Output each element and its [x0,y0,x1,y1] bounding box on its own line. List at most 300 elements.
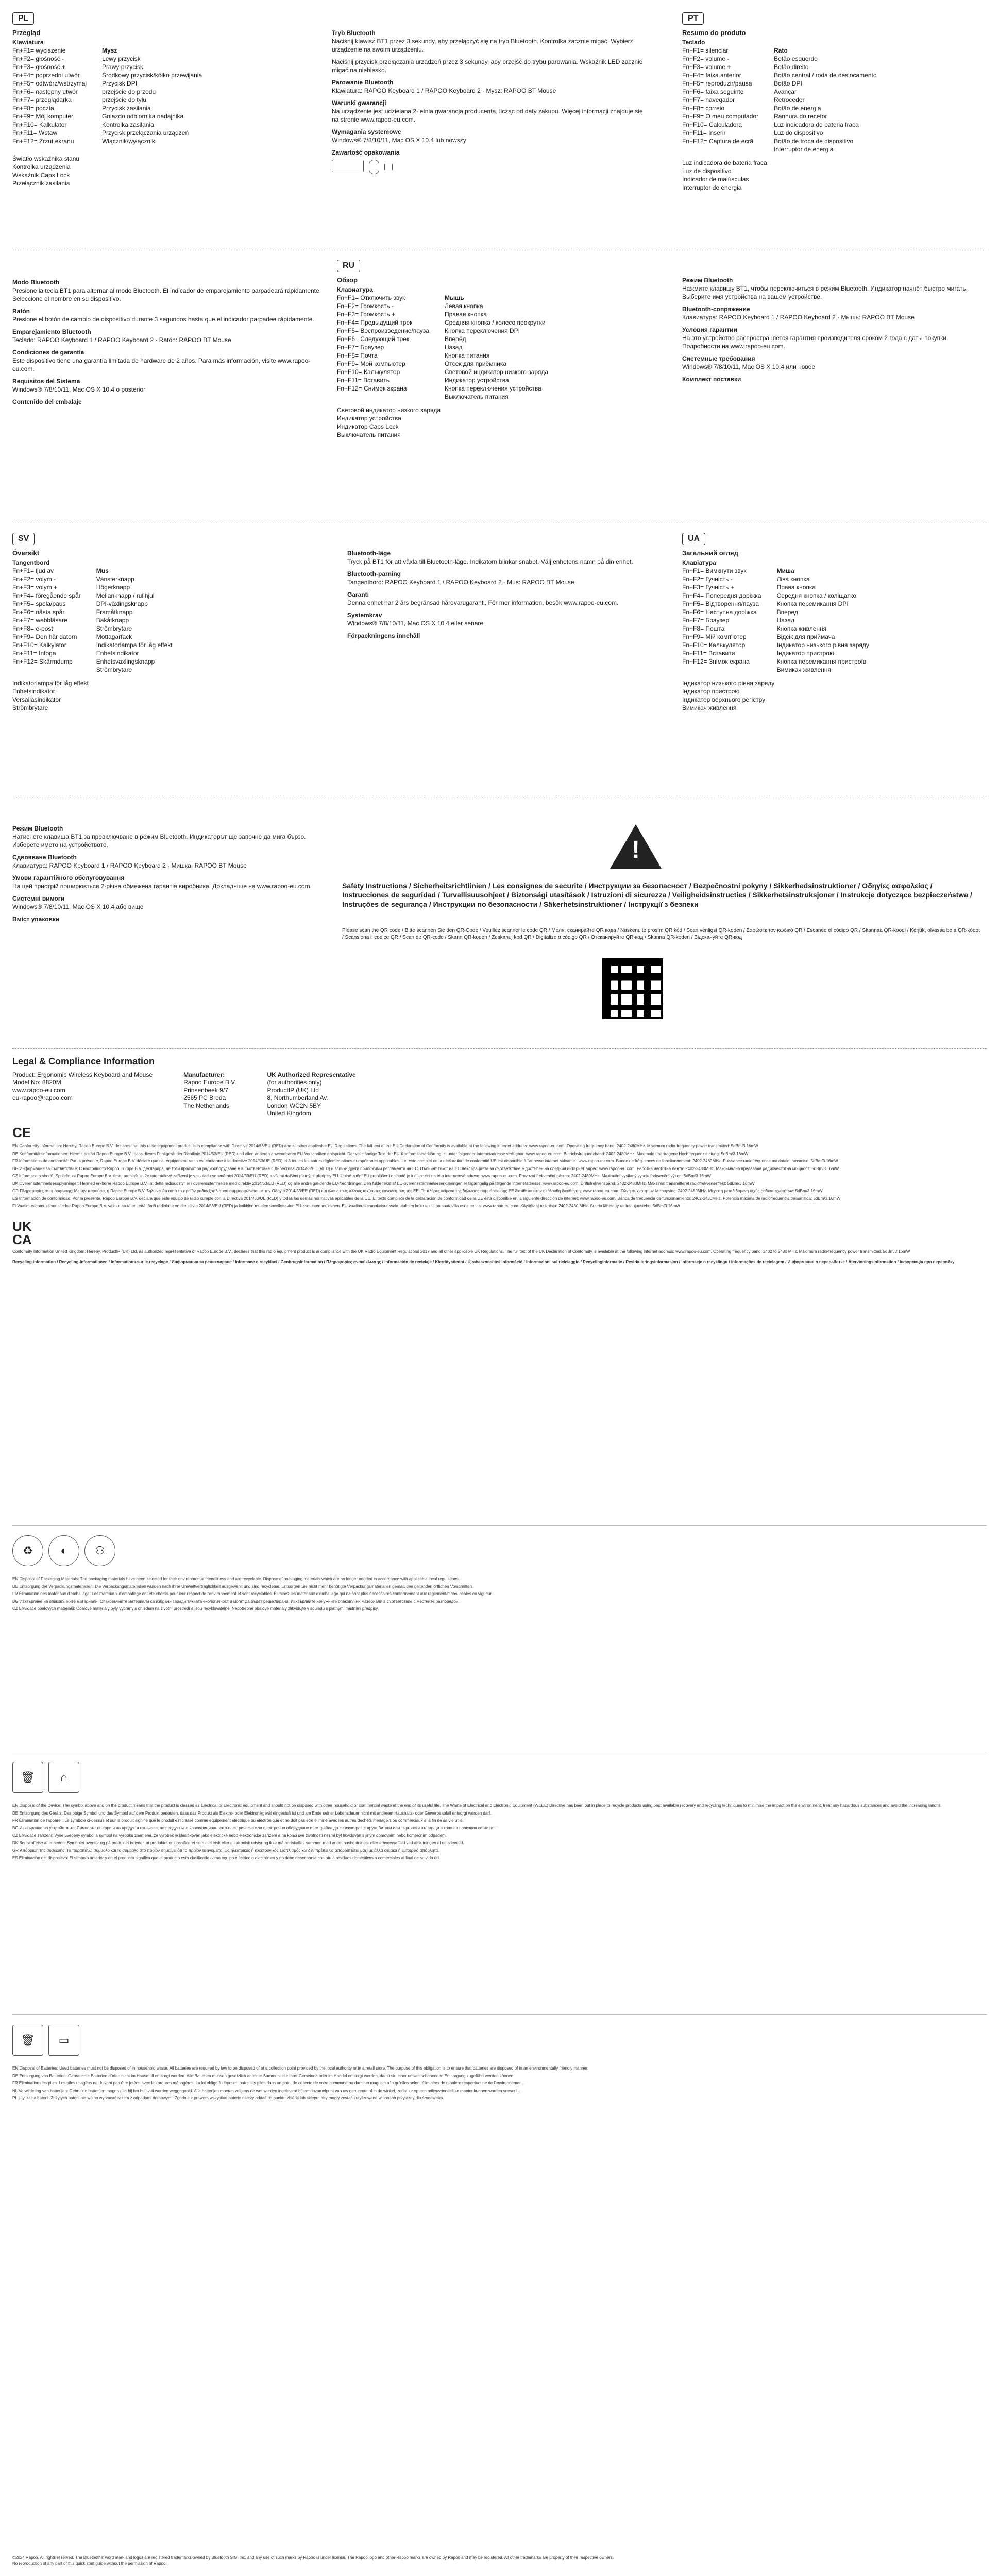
pl-bt-heading: Tryb Bluetooth [332,29,376,37]
divider [12,1525,987,1526]
fn-key-item: Fn+F11= Wstaw [12,129,58,137]
led-indicator-item: Światło wskaźnika stanu [12,155,80,162]
fn-key-item: Fn+F7= navegador [682,96,735,104]
fn-key-item: Fn+F11= Вставить [337,377,390,384]
weee-dk: DK Bortskaffelse af enheden: Symbolet ovenfor og på produktet betyder, at produktet er klassificeret som elektrisk eller elektronisk udstyr og ikke må bortskaffes sammen med andet husholdnings- eller erhvervsaffald ved afslutningen af dets levetid. [12,1840,464,1845]
fn-key-item: Fn+F8= poczta [12,105,54,112]
fn-key-item: Fn+F11= Вставити [682,650,735,657]
led-indicator-item: Kontrolka urządzenia [12,163,71,171]
section-bg-safety [12,804,987,1051]
es-warranty-heading: Condiciones de garantía [12,349,84,356]
legal-model: Model No: 8820M [12,1079,61,1086]
mouse-part-item: Кнопка перемикання DPI [776,600,849,607]
fn-key-item: Fn+F10= Calculadora [682,121,742,128]
doc-en: EN Conformity Information: Hereby, Rapoo Europe B.V. declares that this radio equipment product is in compliance with Directive 2014/53/EU (RED) and all other applicable EU Regulations. The full text of the EU Declaration of Conformity is available at the following internet address: www.rapoo-eu.com. Operating frequency band: 2402-2480MHz. Maximum radio-frequency power transmitted: 5dBm/3.16mW [12,1144,758,1148]
bg-bt-text: Натиснете клавиша BT1 за превключване в режим Bluetooth. Индикаторът ще започне да мига бързо. Изберете името на устройството. [12,833,306,849]
mouse-part-item: Вперед [776,608,798,616]
pt-mouse-heading: Rato [774,47,788,54]
pl-warranty-heading: Warunki gwarancji [332,99,386,107]
es-warranty-text: Este dispositivo tiene una garantía limitada de hardware de 2 años. Para más información, visite www.rapoo-eu.com. [12,357,311,372]
mouse-part-item: Кнопка питания [444,352,490,359]
section-batteries [12,2025,987,2478]
crossed-bin-icon: 🗑 [12,1762,43,1793]
ua-mouse-heading: Миша [776,567,794,574]
mouse-part-item: Botão central / roda de deslocamento [774,72,877,79]
sv-bluetooth-column [347,549,667,640]
mouse-part-item: Индикатор устройства [444,377,509,384]
ua-mouse-block [777,567,869,674]
weee-fr: FR Élimination de l'appareil: Le symbole ci-dessus et sur le produit signifie que le produit est classé comme équipement électrique ou électronique et ne doit pas être éliminé avec les autres déchets ménagers ou commerciaux à la fin de sa vie utile. [12,1818,464,1823]
ru-pair-text: Клавиатура: RAPOO Keyboard 1 / RAPOO Keyboard 2 · Мышь: RAPOO BT Mouse [682,314,915,321]
fn-key-item: Fn+F1= Отключить звук [337,294,405,301]
bg-bt-heading: Режим Bluetooth [12,825,63,832]
copyright-text: ©2024 Rapoo. All rights reserved. The Bluetooth® word mark and logos are registered trademarks owned by Bluetooth SIG, Inc. and any use of such marks by Rapoo is under license. The Rapoo logo and other Rapoo marks are owned by Rapoo and may be registered. All other trademarks are property of their respective owners. [12,2555,614,2560]
pl-box-icons [332,160,651,174]
es-pair-heading: Emparejamiento Bluetooth [12,328,91,335]
mouse-part-item: Bakåtknapp [96,617,129,624]
led-indicator-item: Przełącznik zasilania [12,180,70,187]
sv-sys-text: Windows® 7/8/10/11, Mac OS X 10.4 eller senare [347,620,484,627]
fn-key-item: Fn+F6= następny utwór [12,88,78,95]
sv-led-list [12,679,332,712]
mouse-part-item: Кнопка переключения устройства [444,385,541,392]
battery-en: EN Disposal of Batteries: Used batteries must not be disposed of in household waste. All batteries are required by law to be disposed of at a collection point provided by the local authority or in a retail store. The purpose of this obligation is to ensure that batteries are disposed of in an environmentally friendly manner. [12,2066,589,2071]
ru-mouse-heading: Мышь [444,294,464,301]
fn-key-item: Fn+F5= spela/paus [12,600,66,607]
fn-key-item: Fn+F11= Inserir [682,129,726,137]
address-line: United Kingdom [267,1110,311,1117]
sv-warranty-heading: Garanti [347,591,369,598]
pt-overview-column [682,29,986,192]
mouse-part-item: Вимикач живлення [776,666,832,673]
fn-key-item: Fn+F4= Попередня доріжка [682,592,761,599]
safety-scan-text: Please scan the QR code / Bitte scannen Sie den QR-Code / Veuillez scanner le code QR / Моля, сканирайте QR кода / Naskenujte prosím QR kód / Scan venligst QR-koden / Σαρώστε τον κωδικό QR / Escanee el código QR / Skannaa QR-koodi / Kérjük, olvassa be a QR-kódot / Scansiona il codice QR / Scan de QR-code / Skann QR-koden / Zeskanuj kod QR / Digitalize o código QR / Отсканируйте QR-код / Skanna QR-koden / Відскануйте QR-код [342,928,980,940]
pl-title: Przegląd [12,29,41,37]
doc-es: ES Información de conformidad: Por la presente, Rapoo Europe B.V. declara que este equipo de radio cumple con la Directiva 2014/53/UE (RED) y todas las demás normativas aplicables de la UE. El texto completo de la declaración de conformidad de la UE está disponible en la siguiente dirección de internet: www.rapoo-eu.com. Banda de frecuencia de funcionamiento: 2402-2480MHz. Potencia máxima de radiofrecuencia transmitida: 5dBm/3.16mW [12,1196,841,1201]
mouse-part-item: Правая кнопка [444,311,487,318]
pt-led-list [682,159,986,192]
pt-title: Resumo do produto [682,29,746,37]
green-dot-icon: ◐ [48,1535,79,1566]
mouse-part-item: Luz indicadora de bateria fraca [774,121,859,128]
recycling-icons [12,1535,115,1566]
pl-sys-heading: Wymagania systemowe [332,128,401,135]
mouse-part-item: Retroceder [774,96,805,104]
fn-key-item: Fn+F7= webbläsare [12,617,67,624]
fn-key-item: Fn+F1= Вимкнути звук [682,567,747,574]
led-indicator-item: Enhetsindikator [12,688,55,695]
bg-pair-heading: Сдвояване Bluetooth [12,854,77,861]
bg-column [12,824,321,923]
pl-led-list [12,155,301,188]
fn-key-item: Fn+F3= volume + [682,63,731,71]
doc-fi: FI Vaatimustenmukaisuustiedot: Rapoo Europe B.V. vakuuttaa täten, että tämä radiolaite on direktiivin 2014/53/EU (RED) ja kaikkien muiden sovellettavien EU-asetusten mukainen. EU-vaatimustenmukaisuusvakuutuksen koko teksti on saatavilla osoitteessa: www.rapoo-eu.com. Käyttötaajuuskaista: 2402-2480 MHz. Suurin lähetetty radiotaajuusteho: 5dBm/3.16mW [12,1204,680,1208]
led-indicator-item: Вимикач живлення [682,704,737,711]
ru-pair-heading: Bluetooth-сопряжение [682,306,750,313]
es-column [12,278,321,406]
mouse-part-item: Vänsterknapp [96,575,134,583]
fn-key-item: Fn+F6= Наступна доріжка [682,608,757,616]
pl-bt-keyboard-text: Naciśnij klawisz BT1 przez 3 sekundy, aby przełączyć się na tryb Bluetooth. Kontrolka zacznie migać. Wybierz urządzenie na swoim urządzeniu. [332,38,633,53]
fn-key-item: Fn+F3= volym + [12,584,58,591]
fn-key-item: Fn+F4= poprzedni utwór [12,72,80,79]
sv-pair-heading: Bluetooth-parning [347,570,401,578]
ru-warranty-text: На это устройство распространяется гарантия производителя сроком 2 года с даты покупки. Подробности на www.rapoo-eu.com. [682,334,949,350]
recycling-line: Recycling information / Recycling-Informationen / Informations sur le recyclage / Информация за рециклиране / Informace o recyklaci / Genbrugsinformation / Πληροφορίες ανακύκλωσης / Información de reciclaje / Kierrätystiedot / Újrahasznosítási információ / Informazioni sul riciclaggio / Recyclinginformatie / Resirkuleringsinformasjon / Informacje o recyklingu / Informações de reciclagem / Информация о переработке / Återvinningsinformation / Інформація про переробку [12,1260,955,1264]
manufacturer-address [183,1079,236,1110]
es-pair-text: Teclado: RAPOO Keyboard 1 / RAPOO Keyboard 2 · Ratón: RAPOO BT Mouse [12,336,231,344]
sv-sys-heading: Systemkrav [347,612,382,619]
fn-key-item: Fn+F8= e-post [12,625,53,632]
mouse-part-item: Środkowy przycisk/kółko przewijania [102,72,202,79]
mouse-part-item: Avançar [774,88,797,95]
fn-key-item: Fn+F1= wyciszenie [12,47,66,54]
fn-key-item: Fn+F9= Den här datorn [12,633,77,640]
qr-code[interactable] [602,958,663,1019]
ce-mark: CE [12,1125,31,1140]
led-indicator-item: Strömbrytare [12,704,48,711]
language-tag-ru: RU [337,260,360,272]
language-tag-pt: PT [682,12,704,25]
ua-fn-key-list [682,567,761,674]
keyboard-icon [332,160,364,172]
mouse-part-item: Botão de troca de dispositivo [774,138,854,145]
mouse-part-item: Strömbrytare [96,666,132,673]
battery-pl: PL Utylizacja baterii: Zużytych baterii nie wolno wyrzucać razem z odpadami domowymi. Zgodnie z prawem wszystkie baterie należy oddać do punktu zbiórki lub sklepu, aby mogły zostać zutylizowane w sposób przyjazny dla środowiska. [12,2096,444,2100]
ua-keyboard-heading: Клавіатура [682,559,716,566]
led-indicator-item: Индикатор устройства [337,415,401,422]
triman-icon: ⚇ [84,1535,115,1566]
fn-key-item: Fn+F5= odtwórz/wstrzymaj [12,80,87,87]
fn-key-item: Fn+F9= Мой компьютер [337,360,405,367]
fn-key-item: Fn+F7= Браузер [682,617,730,624]
address-line: Prinsenbeek 9/7 [183,1087,228,1094]
language-tag-sv: SV [12,533,35,545]
weee-en: EN Disposal of the Device: The symbol above and on the product means that the product is classed as Electrical or Electronic equipment and should not be disposed with other household or commercial waste at the end of its useful life. The Waste of Electrical and Electronic Equipment (WEEE) Directive has been put in place to recycle products using best available recovery and recycling techniques to minimise the impact on the environment, treat any hazardous substances and avoid the increasing landfill. [12,1803,942,1808]
pl-fn-key-list [12,46,87,145]
es-bt-heading: Modo Bluetooth [12,279,60,286]
pl-bt-mouse-text: Naciśnij przycisk przełączania urządzeń przez 3 sekundy, aby przejść do trybu parowania. Wskaźnik LED zacznie migać na niebiesko. [332,58,643,74]
legal-product-block [12,1071,153,1117]
led-indicator-item: Versallåsindikator [12,696,61,703]
fn-key-item: Fn+F3= głośność + [12,63,66,71]
doc-fr: FR Informations de conformité: Par la présente, Rapoo Europe B.V. déclare que cet équipement radio est conforme à la directive 2014/53/UE (RED) et à toutes les autres réglementations européennes applicables. Le texte complet de la déclaration de conformité UE est disponible à l'adresse internet suivante : www.rapoo-eu.com. Bande de fréquences de fonctionnement: 2402-2480MHz. Puissance radiofréquence maximale transmise: 5dBm/3.16mW [12,1159,838,1163]
language-tag-pl: PL [12,12,34,25]
fn-key-item: Fn+F2= głośność - [12,55,64,62]
packaging-fr: FR Élimination des matériaux d'emballage: Les matériaux d'emballage ont été choisis pour leur respect de l'environnement et sont recyclables. Éliminez les matériaux d'emballage qui ne sont plus nécessaires conformément aux réglementations locales en vigueur. [12,1591,493,1596]
sv-overview-column [12,549,332,712]
mouse-part-item: Выключатель питания [444,393,509,400]
legal-email[interactable]: eu-rapoo@rapoo.com [12,1094,73,1101]
pt-mouse-list [774,55,876,154]
sv-warranty-text: Denna enhet har 2 års begränsad hårdvarugaranti. För mer information, besök www.rapoo-eu.com. [347,599,619,606]
bg-sys-text: Windows® 7/8/10/11, Mac OS X 10.4 або вище [12,903,144,910]
crossed-bin-icon: 🗑 [12,2025,43,2056]
fn-key-item: Fn+F7= przeglądarka [12,96,72,104]
mouse-part-item: Левая кнопка [444,302,483,310]
pl-pair-heading: Parowanie Bluetooth [332,79,394,86]
receiver-icon [384,164,393,170]
ru-mouse-list [445,302,548,401]
fn-key-item: Fn+F9= Mój komputer [12,113,74,120]
address-line: Rapoo Europe B.V. [183,1079,236,1086]
doc-cz: CZ Informace o shodě: Společnost Rapoo Europe B.V. tímto prohlašuje, že toto rádiové zařízení je v souladu se směrnicí 2014/53/EU (RED) a všemi dalšími platnými předpisy EU. Úplné znění EU prohlášení o shodě je k dispozici na této internetové adrese: www.rapoo-eu.com. Provozní frekvenční pásmo: 2402-2480MHz. Maximální vysílaný vysokofrekvenční výkon: 5dBm/3.16mW [12,1174,711,1178]
led-indicator-item: Індикатор верхнього регістру [682,696,766,703]
mouse-part-item: Botão esquerdo [774,55,818,62]
led-indicator-item: Wskaźnik Caps Lock [12,172,70,179]
weee-gr: GR Απόρριψη της συσκευής: Το παραπάνω σύμβολο και το σύμβολο στο προϊόν σημαίνει ότι το προϊόν ταξινομείται ως ηλεκτρικός ή ηλεκτρονικός εξοπλισμός και δεν πρέπει να απορρίπτεται μαζί με άλλα οικιακά ή εμπορικά απόβλητα. [12,1848,439,1853]
pl-sys-text: Windows® 7/8/10/11, Mac OS X 10.4 lub nowszy [332,137,466,144]
ru-bt-heading: Режим Bluetooth [682,277,733,284]
mouse-part-item: Кнопка живлення [776,625,827,632]
mouse-part-item: Ranhura do recetor [774,113,827,120]
mouse-part-item: Gniazdo odbiornika nadajnika [102,113,184,120]
address-line: London WC2N 5BY [267,1102,321,1109]
mouse-part-item: Відсік для приймача [776,633,835,640]
sv-box-heading: Förpackningens innehåll [347,632,420,639]
ru-sys-text: Windows® 7/8/10/11, Mac OS X 10.4 или новее [682,363,816,370]
ru-fn-key-list [337,294,429,401]
ua-mouse-list [777,575,869,674]
fn-key-item: Fn+F5= Відтворення/пауза [682,600,759,607]
fn-key-item: Fn+F10= Kalkylator [12,641,66,649]
pl-keyboard-heading: Klawiatura [12,39,44,46]
mouse-part-item: Lewy przycisk [102,55,141,62]
address-line: 2565 PC Breda [183,1094,226,1101]
ru-box-heading: Комплект поставки [682,376,741,383]
es-box-heading: Contenido del embalaje [12,398,82,405]
doc-bg: BG Информация за съответствие: С настоящото Rapoo Europe B.V. декларира, че този продукт за радиооборудване е в съответствие с Директива 2014/53/ЕС (RED) и всички други приложими регламенти на ЕС. Пълният текст на ЕС декларацията за съответствие е достъпен на следния интернет адрес: www.rapoo-eu.com. Работна честотна лента: 2402-2480MHz. Максимална предавана радиочестотна мощност: 5dBm/3.16mW [12,1166,839,1171]
mouse-part-item: Indikatorlampa för låg effekt [96,641,173,649]
fn-key-item: Fn+F7= Браузер [337,344,384,351]
pl-pair-text: Klawiatura: RAPOO Keyboard 1 / RAPOO Keyboard 2 · Mysz: RAPOO BT Mouse [332,87,556,94]
fn-key-item: Fn+F12= Zrzut ekranu [12,138,74,145]
mouse-part-item: Botão de energia [774,105,821,112]
packaging-list [12,1577,987,1614]
fn-key-item: Fn+F10= Калькулятор [682,641,746,649]
es-sys-text: Windows® 7/8/10/11, Mac OS X 10.4 o posterior [12,386,146,393]
fn-key-item: Fn+F1= ljud av [12,567,54,574]
bg-sys-heading: Системні вимоги [12,895,65,902]
led-indicator-item: Індикатор пристрою [682,688,740,695]
fn-key-item: Fn+F10= Kalkulator [12,121,67,128]
packaging-bg: BG Изхвърляне на опаковъчните материали: Опаковъчните материали са избрани заради тяхната екологичност и могат да бъдат рециклирани. Изхвърляйте ненужните опаковъчни материали в съответствие с местните разпоредби. [12,1599,460,1604]
doc-list [12,1144,987,1209]
mouse-part-item: Högerknapp [96,584,130,591]
doc-de: DE Konformitätsinformationen: Hiermit erklärt Rapoo Europe B.V., dass dieses Funkgerät der Richtlinie 2014/53/EU (RED) und allen anderen anwendbaren EU-Vorschriften entspricht. Der vollständige Text der EU-Konformitätserklärung ist unter folgender Internetadresse verfügbar: www.rapoo-eu.com. Betriebsfrequenzband: 2402-2480MHz. Maximale übertragene Hochfrequenzleistung: 5dBm/3.16mW [12,1151,749,1156]
pl-warranty-text: Na urządzenie jest udzielana 2-letnia gwarancja producenta, licząc od daty zakupu. Więcej informacji znajduje się na stronie www.rapoo-eu.com. [332,108,643,123]
mouse-part-item: DPI-växlingsknapp [96,600,148,607]
es-mouse-text: Presione el botón de cambio de dispositivo durante 3 segundos hasta que el indicador parpadee rápidamente. [12,316,314,323]
mouse-part-item: Световой индикатор низкого заряда [444,368,549,376]
legal-title: Legal & Compliance Information [12,1056,155,1066]
pt-fn-key-list [682,46,758,154]
bg-pair-text: Клавиатура: RAPOO Keyboard 1 / RAPOO Keyboard 2 · Мишка: RAPOO BT Mouse [12,862,247,869]
fn-key-item: Fn+F1= silenciar [682,47,729,54]
battery-collection-icon: ▭ [48,2025,79,2056]
pl-mouse-block [102,46,202,145]
warning-icon [610,824,662,869]
battery-icons [12,2025,79,2056]
mouse-part-item: Mottagarfack [96,633,132,640]
fn-key-item: Fn+F3= Громкость + [337,311,395,318]
mouse-part-item: Interruptor de energia [774,146,834,153]
ua-led-list [682,679,986,712]
pt-keyboard-heading: Teclado [682,39,705,46]
fn-key-item: Fn+F2= Гучність - [682,575,733,583]
led-indicator-item: Interruptor de energia [682,184,742,191]
ua-title: Загальний огляд [682,549,738,557]
language-tag-ua: UA [682,533,705,545]
mouse-part-item: Botão DPI [774,80,802,87]
bg-box-heading: Вміст упаковки [12,916,60,923]
manufacturer-heading: Manufacturer: [183,1071,225,1078]
fn-key-item: Fn+F6= nästa spår [12,608,65,616]
sv-keyboard-heading: Tangentbord [12,559,50,566]
fn-key-item: Fn+F3= Гучність + [682,584,734,591]
pl-overview-column [12,29,301,188]
fn-key-item: Fn+F9= O meu computador [682,113,759,120]
weee-bg: BG Изхвърляне на устройството: Символът по-горе и на продукта означава, че продуктът е класифициран като електрическо или електронно оборудване и не трябва да се изхвърля с други битови или търговски отпадъци в края на полезния си живот. [12,1825,496,1831]
section-packaging [12,1535,987,1757]
battery-nl: NL Verwijdering van batterijen: Gebruikte batterijen mogen niet bij het huisvuil worden weggegooid. Alle batterijen moeten volgens de wet worden ingeleverd bij een inzamelpunt van uw gemeente of in de winkel, zodat ze op een milieuvriendelijke manier kunnen worden verwerkt. [12,2088,520,2093]
fn-key-item: Fn+F8= Пошта [682,625,725,632]
mouse-icon [369,160,379,174]
ru-warranty-heading: Условия гарантии [682,326,737,333]
fn-key-item: Fn+F4= faixa anterior [682,72,741,79]
legal-product: Product: Ergonomic Wireless Keyboard and Mouse [12,1071,153,1078]
recycle-icon: ♻ [12,1535,43,1566]
section-es-ru [12,258,987,526]
rights-text: No reproduction of any part of this quick start guide without the permission of Rapoo. [12,2561,167,2566]
doc-dk: DK Overensstemmelsesoplysninger: Hermed erklærer Rapoo Europe B.V., at dette radioudstyr er i overensstemmelse med direktiv 2014/53/EU (RED) og alle andre gældende EU-forordninger. Den fulde tekst af EU-overensstemmelseserklæringen er tilgængelig på følgende internetadresse: www.rapoo-eu.com. Driftsfrekvensbånd: 2402-2480MHz. Maksimal transmitteret radiofrekvenseffekt: 5dBm/3.16mW [12,1181,755,1186]
led-indicator-item: Luz de dispositivo [682,167,732,175]
fn-key-item: Fn+F12= Skärmdump [12,658,73,665]
led-indicator-item: Indicador de maiúsculas [682,176,749,183]
packaging-cz: CZ Likvidace obalových materiálů: Obalové materiály byly vybrány s ohledem na životní prostředí a jsou recyklovatelné. Nepotřebné obalové materiály zlikvidujte v souladu s platnými místními předpisy. [12,1606,379,1611]
doc-gr: GR Πληροφορίες συμμόρφωσης: Με την παρούσα, η Rapoo Europe B.V. δηλώνει ότι αυτό το προϊόν ραδιοεξοπλισμού συμμορφώνεται με την Οδηγία 2014/53/ΕΕ (RED) και όλους τους άλλους ισχύοντες κανονισμούς της ΕΕ. Το πλήρες κείμενο της δήλωσης συμμόρφωσης ΕΕ διατίθεται στην ακόλουθη διεύθυνση: www.rapoo-eu.com. Ζώνη συχνοτήτων λειτουργίας: 2402-2480MHz. Μέγιστη μεταδιδόμενη ισχύς ραδιοσυχνοτήτων: 5dBm/3.16mW [12,1189,823,1193]
address-line: 8, Northumberland Av. [267,1094,328,1101]
mouse-part-item: Luz do dispositivo [774,129,823,137]
pl-mouse-list [102,55,202,145]
es-mouse-heading: Ratón [12,308,30,315]
led-indicator-item: Indikatorlampa för låg effekt [12,680,89,687]
uk-conformity-text: Conformity Information United Kingdom: Hereby, ProductIP (UK) Ltd, as authorized representative of Rapoo Europe B.V., declares that this radio equipment product is in compliance with the UK Radio Equipment Regulations 2017 and all other applicable UK Regulations. The full text of the UK Declaration of Conformity is available at the following internet address: www.rapoo-eu.com. Operating frequency band: 2402 to 2480 MHz. Maximum radio-frequency power transmitted: 5dBm/3.16mW [12,1249,910,1254]
pl-mouse-heading: Mysz [102,47,117,54]
address-line: ProductIP (UK) Ltd [267,1087,319,1094]
uk-rep-heading: UK Authorized Representative [267,1071,356,1078]
led-indicator-item: Luz indicadora de bateria fraca [682,159,767,166]
mouse-part-item: Індикатор пристрою [776,650,834,657]
mouse-part-item: Права кнопка [776,584,816,591]
section-weee [12,1762,987,2020]
ru-overview-column [337,276,656,439]
warning-mark: ! [632,836,640,863]
address-line: The Netherlands [183,1102,229,1109]
pt-mouse-block [774,46,876,154]
fn-key-item: Fn+F6= Следующий трек [337,335,410,343]
fn-key-item: Fn+F12= Captura de ecrã [682,138,754,145]
mouse-part-item: Кнопка перемикання пристроїв [776,658,867,665]
fn-key-item: Fn+F10= Калькулятор [337,368,400,376]
mouse-part-item: Mellanknapp / rullhjul [96,592,155,599]
fn-key-item: Fn+F12= Снимок экрана [337,385,407,392]
mouse-part-item: Середня кнопка / коліщатко [776,592,857,599]
mouse-part-item: Назад [776,617,794,624]
fn-key-item: Fn+F2= volume - [682,55,730,62]
sv-bt-text: Tryck på BT1 för att växla till Bluetooth-läge. Indikatorn blinkar snabbt. Välj enhetens namn på din enhet. [347,558,633,565]
fn-key-item: Fn+F8= correio [682,105,725,112]
sv-bt-heading: Bluetooth-läge [347,550,391,557]
bg-warranty-heading: Умови гарантійного обслуговування [12,874,125,882]
legal-site[interactable]: www.rapoo-eu.com [12,1087,65,1094]
sv-mouse-block [96,567,173,674]
sv-mouse-list [96,575,173,674]
mouse-part-item: Enhetsväxlingsknapp [96,658,155,665]
sv-mouse-heading: Mus [96,567,109,574]
mouse-part-item: Індикатор низького рівня заряду [776,641,869,649]
fn-key-item: Fn+F9= Мій комп'ютер [682,633,747,640]
ukca-mark: UK CA [12,1218,32,1247]
mouse-part-item: Botão direito [774,63,809,71]
led-indicator-item: Індикатор низького рівня заряду [682,680,775,687]
collection-point-icon: ⌂ [48,1762,79,1793]
footer [12,2555,987,2576]
fn-key-item: Fn+F6= faixa seguinte [682,88,744,95]
weee-es: ES Eliminación del dispositivo: El símbolo anterior y en el producto significa que el producto está clasificado como equipo eléctrico o electrónico y no debe desecharse con otros residuos domésticos o comerciales al final de su vida útil. [12,1855,441,1860]
mouse-part-item: Przycisk DPI [102,80,138,87]
mouse-part-item: Włącznik/wyłącznik [102,138,155,145]
battery-list [12,2066,987,2104]
battery-de: DE Entsorgung von Batterien: Gebrauchte Batterien dürfen nicht im Hausmüll entsorgt werden. Alle Batterien müssen gesetzlich an einer Sammelstelle Ihrer Gemeinde oder im Handel entsorgt werden, damit sie einer umweltschonenden Entsorgung zugeführt werden können. [12,2073,515,2078]
led-indicator-item: Индикатор Caps Lock [337,423,399,430]
mouse-part-item: Przycisk przełączania urządzeń [102,129,189,137]
fn-key-item: Fn+F8= Почта [337,352,378,359]
ru-led-list [337,406,656,439]
ru-keyboard-heading: Клавиатура [337,286,373,293]
weee-icons [12,1762,79,1793]
fold-line [12,1048,987,1049]
led-indicator-item: Световой индикатор низкого заряда [337,406,441,414]
section-pl-pt [12,10,987,252]
weee-list [12,1803,987,1863]
fn-key-item: Fn+F4= föregående spår [12,592,81,599]
es-bt-text: Presione la tecla BT1 para alternar al modo Bluetooth. El indicador de emparejamiento parpadeará rápidamente. Seleccione el nombre en su dispositivo. [12,287,321,302]
packaging-en: EN Disposal of Packaging Materials: The packaging materials have been selected for their environmental friendliness and are recyclable. Dispose of packaging materials which are no longer needed in accordance with applicable local regulations. [12,1577,460,1581]
mouse-part-item: Przycisk zasilania [102,105,151,112]
ru-title: Обзор [337,276,358,284]
ua-overview-column [682,549,986,712]
divider [12,2014,987,2015]
mouse-part-item: Ліва кнопка [776,575,810,583]
es-sys-heading: Requisitos del Sistema [12,378,80,385]
bg-warranty-text: На цей пристрій поширюється 2-річна обмежена гарантія виробника. Докладніше на www.rapoo-eu.com. [12,883,312,890]
ru-mouse-block [445,294,548,401]
pl-box-heading: Zawartość opakowania [332,149,400,156]
fn-key-item: Fn+F2= volym - [12,575,56,583]
sv-fn-key-list [12,567,81,674]
mouse-part-item: Вперёд [444,335,466,343]
sv-title: Översikt [12,549,40,557]
mouse-part-item: Enhetsindikator [96,650,139,657]
mouse-part-item: Отсек для приёмника [444,360,507,367]
fn-key-item: Fn+F12= Знімок екрана [682,658,750,665]
section-legal [12,1056,987,1530]
mouse-part-item: Kontrolka zasilania [102,121,154,128]
sv-pair-text: Tangentbord: RAPOO Keyboard 1 / RAPOO Keyboard 2 · Mus: RAPOO BT Mouse [347,579,574,586]
ru-sys-heading: Системные требования [682,355,755,362]
safety-title: Safety Instructions / Sicherheitsrichtlinien / Les consignes de securite / Инструкции за безопасност / Bezpečnostní pokyny / Sikkerhedsinstruktioner / Οδηγίες ασφαλείας / Instrucciones de seguridad / Turvallisuusohjeet / Biztonsági utasítások / Istruzioni di sicurezza / Veiligheidsinstructies / Sikkerhetsinstruksjoner / Instrukcje dotyczące bezpieczeństwa / Instruções de segurança / Инструкции по безопасности / Säkerhetsinstruktioner / Інструкції з безпеки [342,882,972,908]
